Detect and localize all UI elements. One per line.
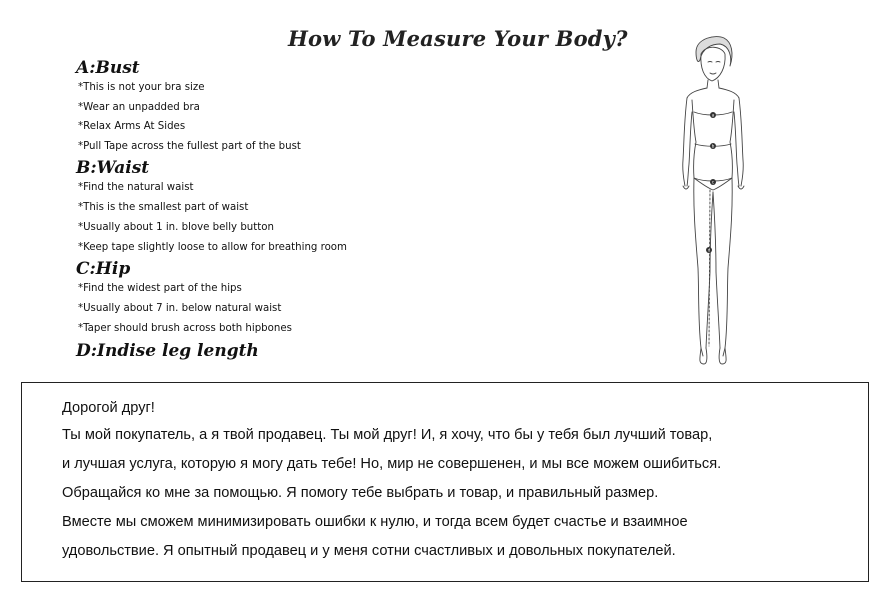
- measurement-guide: [76, 58, 636, 361]
- letter-line: Ты мой покупатель, а я твой продавец. Ты мой друг! И, я хочу, что бы у тебя был лучший товар,: [62, 427, 713, 443]
- guide-item: *Find the widest part of the hips: [78, 283, 242, 294]
- guide-item: *Find the natural waist: [78, 182, 194, 193]
- guide-item: *Usually about 7 in. below natural waist: [78, 303, 282, 314]
- letter-line: Вместе мы сможем минимизировать ошибки к нулю, и тогда всем будет счастье и взаимное: [62, 514, 688, 530]
- guide-item: *Usually about 1 in. blove belly button: [78, 222, 274, 233]
- section-hip: [76, 259, 636, 339]
- body-measurement-figure: [660, 32, 770, 367]
- letter-line: Обращайся ко мне за помощью. Я помогу тебе выбрать и товар, и правильный размер.: [62, 485, 659, 501]
- section-heading-hip: C:Hip: [76, 259, 131, 279]
- section-leg-length: [76, 341, 636, 361]
- figure-marker-b: b: [711, 143, 715, 149]
- guide-item: *This is not your bra size: [78, 82, 205, 93]
- letter-greeting: Дорогой друг!: [62, 400, 155, 416]
- seller-letter-box: [21, 382, 869, 582]
- seller-letter: [62, 396, 862, 566]
- section-heading-leg-length: D:Indise leg length: [76, 341, 259, 361]
- letter-line: и лучшая услуга, которую я могу дать тебе! Но, мир не совершенен, и мы все можем ошибиться.: [62, 456, 722, 472]
- figure-marker-d: d: [707, 247, 711, 253]
- guide-item: *Wear an unpadded bra: [78, 101, 200, 113]
- guide-item: *Pull Tape across the fullest part of the bust: [78, 140, 301, 152]
- guide-item: *This is the smallest part of waist: [78, 202, 249, 213]
- guide-item: *Keep tape slightly loose to allow for breathing room: [78, 242, 347, 253]
- guide-title: How To Measure Your Body?: [288, 26, 628, 51]
- guide-item: *Taper should brush across both hipbones: [78, 323, 292, 334]
- figure-marker-a: a: [711, 112, 715, 118]
- section-heading-bust: A:Bust: [76, 58, 140, 78]
- guide-item: *Relax Arms At Sides: [78, 121, 186, 132]
- section-waist: [76, 158, 636, 258]
- letter-line: удовольствие. Я опытный продавец и у меня сотни счастливых и довольных покупателей.: [62, 543, 676, 559]
- section-heading-waist: B:Waist: [76, 158, 150, 178]
- section-bust: [76, 58, 636, 156]
- figure-marker-c: c: [711, 179, 715, 185]
